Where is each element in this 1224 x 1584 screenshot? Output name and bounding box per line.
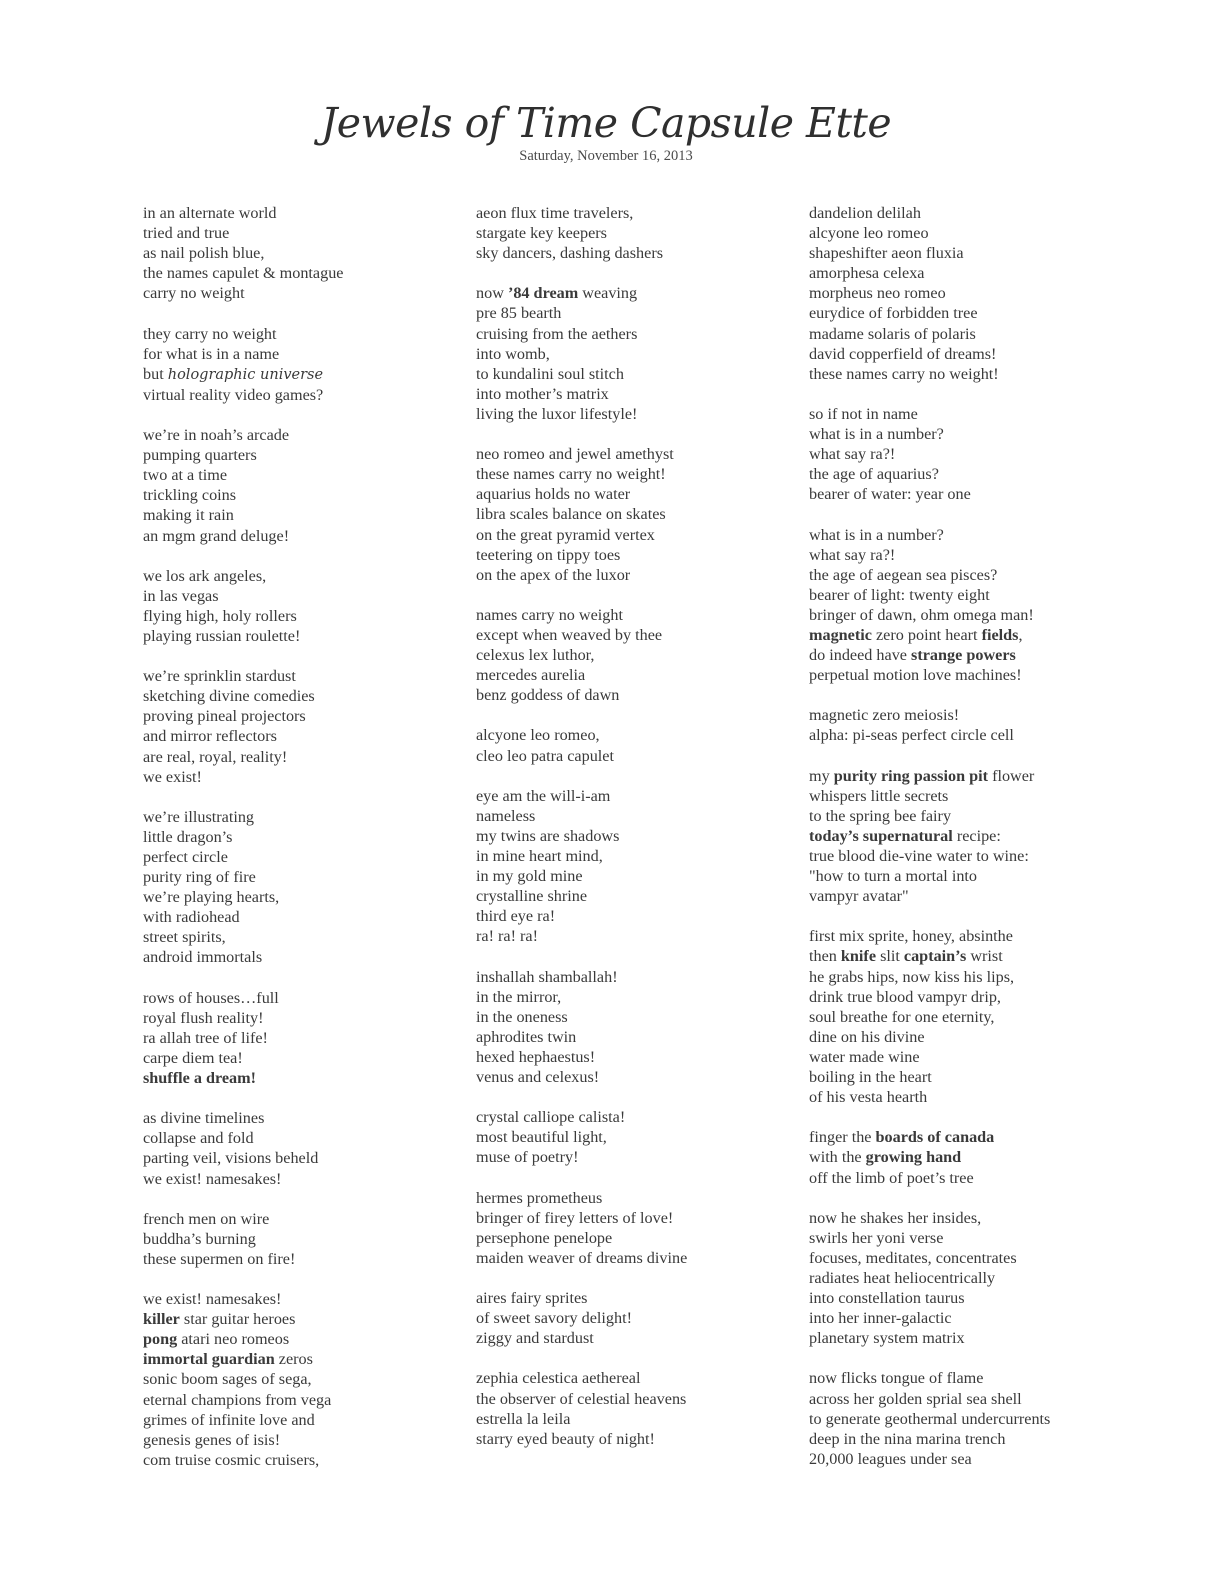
poem-line: but holographic universe	[143, 364, 324, 383]
poem-line: immortal guardian zeros	[143, 1350, 313, 1369]
poem-line: into constellation taurus	[809, 1289, 965, 1308]
poem-line: com truise cosmic cruisers,	[143, 1450, 320, 1469]
poem-line: crystal calliope calista!	[476, 1108, 626, 1127]
poem-line: the age of aegean sea pisces?	[809, 565, 998, 584]
stanza	[143, 1289, 443, 1470]
poem-line: what say ra?!	[809, 545, 896, 564]
poem-line: shuffle a dream!	[143, 1069, 257, 1088]
poem-line: teetering on tippy toes	[476, 545, 621, 564]
poem-line: in the oneness	[476, 1007, 568, 1026]
poem-line: water made wine	[809, 1047, 920, 1066]
poem-line: perfect circle	[143, 848, 228, 866]
poem-line: alcyone leo romeo,	[476, 726, 600, 745]
poem-line: pre 85 bearth	[476, 304, 562, 323]
poem-line: an mgm grand deluge!	[143, 526, 290, 545]
poem-line: what is in a number?	[809, 525, 944, 544]
poem-line: first mix sprite, honey, absinthe	[809, 927, 1013, 946]
poem-line: we exist!	[143, 767, 202, 786]
poem-line: carpe diem tea!	[143, 1048, 243, 1067]
poem-line: ra! ra! ra!	[476, 927, 538, 946]
poem-line: madame solaris of polaris	[809, 324, 976, 343]
stanza	[476, 786, 776, 947]
poem-line: dandelion delilah	[809, 204, 921, 222]
stanza	[809, 1368, 1109, 1468]
poem-line: with the growing hand	[809, 1148, 962, 1167]
poem-line: focuses, meditates, concentrates	[809, 1248, 1017, 1267]
poem-line: "how to turn a mortal into	[809, 867, 978, 886]
poem-line: android immortals	[143, 948, 263, 967]
stanza	[143, 566, 443, 646]
poem-line: in the mirror,	[476, 987, 562, 1006]
stanza	[143, 807, 443, 968]
poem-line: cleo leo patra capulet	[476, 746, 614, 765]
stanza	[809, 926, 1109, 1107]
stanza	[476, 1368, 776, 1448]
poem-line: of sweet savory delight!	[476, 1309, 632, 1328]
stanza	[809, 525, 1109, 686]
poem-line: with radiohead	[143, 908, 240, 927]
poem-line: celexus lex luthor,	[476, 646, 595, 665]
poem-line: the observer of celestial heavens	[476, 1389, 687, 1408]
poem-line: neo romeo and jewel amethyst	[476, 445, 674, 464]
poem-line: he grabs hips, now kiss his lips,	[809, 967, 1015, 986]
poem-line: boiling in the heart	[809, 1068, 932, 1087]
poem-line: david copperfield of dreams!	[809, 344, 997, 363]
poem-line: bringer of firey letters of love!	[476, 1208, 674, 1227]
poem-line: planetary system matrix	[809, 1329, 965, 1348]
poem-line: alcyone leo romeo	[809, 224, 929, 243]
poem-line: now he shakes her insides,	[809, 1208, 982, 1227]
poem-line: into mother’s matrix	[476, 384, 609, 403]
poem-line: we exist! namesakes!	[143, 1290, 282, 1309]
stanza	[143, 988, 443, 1088]
poem-line: into her inner-galactic	[809, 1309, 952, 1328]
stanza	[143, 324, 443, 405]
poem-line: living the luxor lifestyle!	[476, 404, 638, 423]
poem-line: what is in a number?	[809, 425, 944, 444]
poem-line: ra allah tree of life!	[143, 1028, 268, 1047]
poem-line: little dragon’s	[143, 827, 233, 846]
poem-line: off the limb of poet’s tree	[809, 1168, 974, 1187]
poem-line: sketching divine comedies	[143, 687, 315, 706]
poem-line: to kundalini soul stitch	[476, 364, 624, 383]
stanza	[476, 605, 776, 705]
poem-line: inshallah shamballah!	[476, 967, 618, 986]
poem-line: these supermen on fire!	[143, 1249, 296, 1268]
poem-line: royal flush reality!	[143, 1008, 264, 1027]
poem-line: grimes of infinite love and	[143, 1410, 315, 1429]
stanza	[809, 1208, 1109, 1349]
poem-line: swirls her yoni verse	[809, 1228, 944, 1247]
stanza	[476, 203, 776, 263]
poem-line: as nail polish blue,	[143, 244, 265, 263]
poem-line: pumping quarters	[143, 446, 257, 465]
poem-line: we’re sprinklin stardust	[143, 667, 296, 686]
stanza	[476, 1188, 776, 1268]
stanza	[809, 705, 1109, 745]
poem-line: perpetual motion love machines!	[809, 666, 1022, 685]
poem-line: hermes prometheus	[476, 1188, 603, 1207]
poem-line: bringer of dawn, ohm omega man!	[809, 605, 1034, 624]
poem-line: finger the boards of canada	[809, 1128, 995, 1147]
stanza	[809, 404, 1109, 504]
poem-line: maiden weaver of dreams divine	[476, 1248, 688, 1267]
poem-line: playing russian roulette!	[143, 626, 301, 645]
poem-line: they carry no weight	[143, 324, 277, 343]
poem-line: making it rain	[143, 506, 234, 525]
poem-line: my purity ring passion pit flower	[809, 766, 1035, 785]
poem-line: for what is in a name	[143, 344, 280, 363]
poem-line: flying high, holy rollers	[143, 606, 297, 625]
poem-line: parting veil, visions beheld	[143, 1149, 319, 1168]
poem-line: of his vesta hearth	[809, 1088, 928, 1107]
poem-line: are real, royal, reality!	[143, 747, 288, 766]
poem-line: sonic boom sages of sega,	[143, 1370, 312, 1389]
poem-line: to the spring bee fairy	[809, 806, 952, 825]
stanza	[143, 1108, 443, 1188]
poem-line: vampyr avatar"	[809, 887, 909, 906]
poem-line: dine on his divine	[809, 1027, 925, 1046]
stanza	[476, 1288, 776, 1348]
post-date: Saturday, November 16, 2013	[519, 148, 693, 164]
poem-line: names carry no weight	[476, 605, 623, 624]
poem-line: my twins are shadows	[476, 826, 620, 845]
poem-line: deep in the nina marina trench	[809, 1429, 1006, 1448]
poem-line: aquarius holds no water	[476, 485, 631, 504]
poem-line: whispers little secrets	[809, 786, 949, 805]
poem-column-1	[143, 203, 443, 1490]
poem-line: amorphesa celexa	[809, 264, 925, 283]
poem-line: now ’84 dream weaving	[476, 284, 638, 303]
poem-column-3	[809, 203, 1109, 1489]
stanza	[143, 666, 443, 787]
stanza	[476, 444, 776, 585]
poem-line: shapeshifter aeon fluxia	[809, 244, 964, 263]
poem-line: today’s supernatural recipe:	[809, 826, 1001, 845]
poem-line: hexed hephaestus!	[476, 1047, 596, 1066]
poem-line: drink true blood vampyr drip,	[809, 987, 1001, 1006]
poem-line: french men on wire	[143, 1209, 270, 1228]
poem-line: on the apex of the luxor	[476, 565, 631, 584]
poem-line: killer star guitar heroes	[143, 1310, 296, 1329]
poem-line: and mirror reflectors	[143, 727, 277, 746]
stanza	[476, 967, 776, 1088]
poem-line: aphrodites twin	[476, 1027, 577, 1046]
poem-line: venus and celexus!	[476, 1068, 600, 1087]
poem-line: in an alternate world	[143, 204, 277, 222]
poem-line: the names capulet & montague	[143, 264, 344, 283]
stanza	[809, 766, 1109, 907]
poem-line: two at a time	[143, 466, 228, 485]
poem-line: aires fairy sprites	[476, 1289, 588, 1308]
stanza	[809, 1127, 1109, 1187]
poem-line: in mine heart mind,	[476, 847, 603, 865]
poem-line: alpha: pi-seas perfect circle cell	[809, 726, 1014, 745]
poem-line: bearer of light: twenty eight	[809, 585, 990, 604]
stanza	[143, 425, 443, 546]
poem-line: zephia celestica aethereal	[476, 1369, 641, 1388]
poem-line: genesis genes of isis!	[143, 1430, 281, 1449]
poem-line: starry eyed beauty of night!	[476, 1429, 655, 1448]
poem-line: carry no weight	[143, 284, 245, 303]
poem-line: then knife slit captain’s wrist	[809, 947, 1003, 966]
poem-line: to generate geothermal undercurrents	[809, 1409, 1051, 1428]
poem-line: proving pineal projectors	[143, 707, 306, 726]
poem-line: collapse and fold	[143, 1129, 254, 1148]
poem-line: third eye ra!	[476, 907, 556, 926]
poem-line: virtual reality video games?	[143, 385, 324, 404]
poem-line: except when weaved by thee	[476, 625, 663, 644]
stanza	[809, 203, 1109, 384]
poem-line: these names carry no weight!	[476, 465, 666, 484]
poem-line: 20,000 leagues under sea	[809, 1449, 972, 1468]
poem-line: the age of aquarius?	[809, 465, 939, 484]
stanza	[476, 725, 776, 765]
stanza	[143, 203, 443, 303]
poem-line: we exist! namesakes!	[143, 1169, 282, 1188]
poem-line: radiates heat heliocentrically	[809, 1268, 996, 1287]
poem-line: mercedes aurelia	[476, 666, 586, 685]
poem-line: as divine timelines	[143, 1109, 265, 1128]
poem-line: we’re playing hearts,	[143, 888, 280, 907]
poem-line: aeon flux time travelers,	[476, 204, 634, 222]
poem-line: now flicks tongue of flame	[809, 1369, 984, 1388]
poem-line: on the great pyramid vertex	[476, 525, 655, 544]
poem-line: muse of poetry!	[476, 1148, 579, 1167]
poem-column-2	[476, 203, 776, 1469]
poem-line: street spirits,	[143, 928, 226, 947]
poem-line: morpheus neo romeo	[809, 284, 946, 303]
poem-line: crystalline shrine	[476, 887, 588, 906]
poem-line: we los ark angeles,	[143, 566, 267, 585]
poem-line: trickling coins	[143, 486, 237, 505]
poem-line: most beautiful light,	[476, 1128, 607, 1147]
poem-line: estrella la leila	[476, 1409, 571, 1428]
poem-line: ziggy and stardust	[476, 1329, 594, 1348]
stanza	[143, 1209, 443, 1269]
poem-line: purity ring of fire	[143, 868, 256, 887]
poem-line: eye am the will-i-am	[476, 786, 611, 805]
poem-line: we’re illustrating	[143, 807, 255, 826]
stanza	[476, 283, 776, 424]
poem-line: eternal champions from vega	[143, 1390, 332, 1409]
poem-line: stargate key keepers	[476, 224, 607, 243]
poem-line: soul breathe for one eternity,	[809, 1007, 995, 1026]
poem-line: sky dancers, dashing dashers	[476, 244, 664, 263]
poem-line: across her golden sprial sea shell	[809, 1389, 1022, 1408]
poem-line: nameless	[476, 806, 536, 825]
poem-line: what say ra?!	[809, 445, 896, 464]
poem-line: libra scales balance on skates	[476, 505, 666, 524]
poem-line: rows of houses…full	[143, 988, 279, 1007]
poem-line: eurydice of forbidden tree	[809, 304, 978, 323]
poem-line: we’re in noah’s arcade	[143, 426, 290, 445]
poem-line: cruising from the aethers	[476, 324, 638, 343]
poem-line: in las vegas	[143, 586, 219, 605]
stanza	[476, 1107, 776, 1167]
poem-line: persephone penelope	[476, 1228, 613, 1247]
poem-line: these names carry no weight!	[809, 364, 999, 383]
poem-line: tried and true	[143, 224, 230, 243]
poem-line: benz goddess of dawn	[476, 686, 620, 705]
poem-line: magnetic zero point heart fields,	[809, 625, 1023, 644]
poem-line: buddha’s burning	[143, 1229, 256, 1248]
poem-line: bearer of water: year one	[809, 485, 971, 504]
poem-line: magnetic zero meiosis!	[809, 706, 960, 725]
poem-line: pong atari neo romeos	[143, 1330, 290, 1349]
poem-line: true blood die-vine water to wine:	[809, 847, 1029, 865]
poem-line: in my gold mine	[476, 867, 583, 886]
poem-line: so if not in name	[809, 404, 918, 423]
poem-line: do indeed have strange powers	[809, 646, 1016, 665]
page-title: Jewels of Time Capsule Ette	[320, 99, 892, 147]
poem-line: into womb,	[476, 344, 550, 363]
